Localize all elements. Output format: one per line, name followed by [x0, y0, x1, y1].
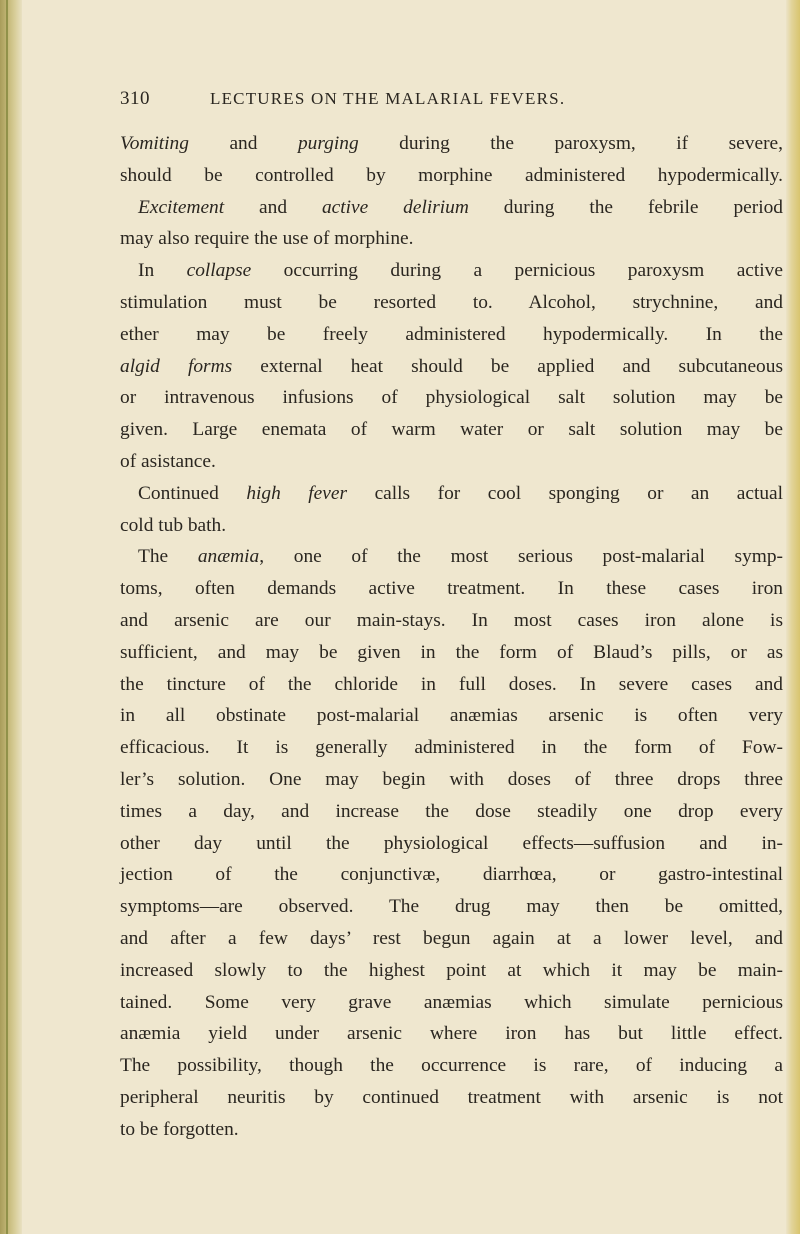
text-line — [120, 319, 783, 351]
text-line — [120, 128, 783, 160]
text-span: calls for cool sponging or an actual — [347, 482, 784, 504]
text-span: peripheral neuritis by continued treatment with arsenic is not — [120, 1086, 783, 1108]
text-span: jection of the conjunctivæ, diarrhœa, or gastro-intestinal — [120, 864, 783, 886]
italic-term: collapse — [186, 260, 252, 282]
text-span: during the paroxysm, if severe, — [358, 133, 783, 154]
book-spine-shadow — [0, 0, 22, 1234]
text-span: cold tub bath. — [120, 514, 227, 536]
text-line — [120, 891, 783, 923]
text-span: increased slowly to the highest point at which it may be main- — [120, 959, 783, 981]
text-line — [120, 637, 783, 669]
text-span: toms, often demands active treatment. In these cases iron — [120, 578, 783, 600]
text-span: The — [138, 546, 198, 568]
text-span: ler’s solution. One may begin with doses of three drops three — [120, 768, 783, 790]
text-line — [120, 923, 783, 955]
body-text — [120, 128, 785, 1146]
text-line — [120, 287, 783, 319]
text-span: sufficient, and may be given in the form of Blaud’s pills, or as — [120, 641, 783, 663]
text-span: should be controlled by morphine administered hypodermically. — [120, 164, 783, 186]
text-span: , one of the most serious post-malarial symp- — [259, 546, 783, 568]
text-span: efficacious. It is generally administered in the form of Fow- — [120, 737, 783, 759]
text-span: times a day, and increase the dose steadily one drop every — [120, 800, 783, 822]
text-span: The possibility, though the occurrence is rare, of inducing a — [120, 1055, 783, 1077]
italic-term: anæmia — [197, 546, 260, 568]
text-line — [120, 446, 783, 478]
text-line — [120, 700, 783, 732]
text-span: anæmia yield under arsenic where iron has but little effect. — [120, 1023, 783, 1045]
text-line — [120, 160, 783, 192]
text-span: tained. Some very grave anæmias which simulate pernicious — [120, 991, 783, 1013]
book-page — [120, 88, 785, 1146]
italic-term: Excitement — [138, 196, 225, 218]
text-line — [120, 828, 783, 860]
text-line — [120, 1018, 783, 1050]
text-line — [120, 541, 783, 573]
text-span: other day until the physiological effects—suffusion and in- — [120, 832, 783, 854]
text-span: to be forgotten. — [120, 1118, 239, 1140]
text-line — [120, 351, 783, 383]
text-span: external heat should be applied and subcutaneous — [232, 355, 783, 377]
italic-term: purging — [297, 133, 359, 154]
text-span: in all obstinate post-malarial anæmias arsenic is often very — [120, 705, 783, 727]
text-span: the tincture of the chloride in full doses. In severe cases and — [120, 673, 783, 695]
text-line — [120, 223, 783, 255]
text-span: during the febrile period — [468, 196, 783, 218]
text-line — [120, 732, 783, 764]
text-span: In — [138, 260, 187, 282]
text-line — [120, 510, 783, 542]
italic-term: active delirium — [321, 196, 469, 218]
page-number: 310 — [120, 88, 150, 109]
text-line — [120, 955, 783, 987]
text-line — [120, 573, 783, 605]
text-line — [120, 478, 783, 510]
text-line — [120, 764, 783, 796]
text-line — [120, 1114, 783, 1146]
text-line — [120, 605, 783, 637]
text-line — [120, 414, 783, 446]
text-span: stimulation must be resorted to. Alcohol, strychnine, and — [120, 291, 783, 313]
text-span: given. Large enemata of warm water or salt solution may be — [120, 419, 783, 441]
text-line — [120, 669, 783, 701]
page-edge — [786, 0, 800, 1234]
text-line — [120, 1050, 783, 1082]
italic-term: high fever — [246, 482, 348, 504]
text-span: may also require the use of morphine. — [120, 228, 414, 250]
text-line — [120, 382, 783, 414]
italic-term: Vomiting — [120, 133, 189, 154]
text-line — [120, 192, 783, 224]
text-span: and after a few days’ rest begun again at a lower level, and — [120, 927, 783, 949]
text-line — [120, 859, 783, 891]
text-span: ether may be freely administered hypodermically. In the — [120, 323, 783, 345]
text-span: Continued — [138, 482, 247, 504]
text-line — [120, 796, 783, 828]
text-span: and — [224, 196, 322, 218]
text-span: and — [188, 133, 298, 154]
text-span: of asistance. — [120, 450, 216, 472]
spine-rule — [6, 0, 8, 1234]
text-span: or intravenous infusions of physiological salt solution may be — [120, 387, 783, 409]
text-span: symptoms—are observed. The drug may then be omitted, — [120, 896, 783, 918]
running-title: LECTURES ON THE MALARIAL FEVERS. — [210, 89, 566, 108]
text-span: and arsenic are our main-stays. In most cases iron alone is — [120, 609, 783, 631]
text-span: occurring during a pernicious paroxysm active — [251, 260, 783, 282]
running-header — [120, 88, 785, 118]
italic-term: algid forms — [120, 355, 233, 377]
text-line — [120, 1082, 783, 1114]
text-line — [120, 987, 783, 1019]
text-line — [120, 255, 783, 287]
